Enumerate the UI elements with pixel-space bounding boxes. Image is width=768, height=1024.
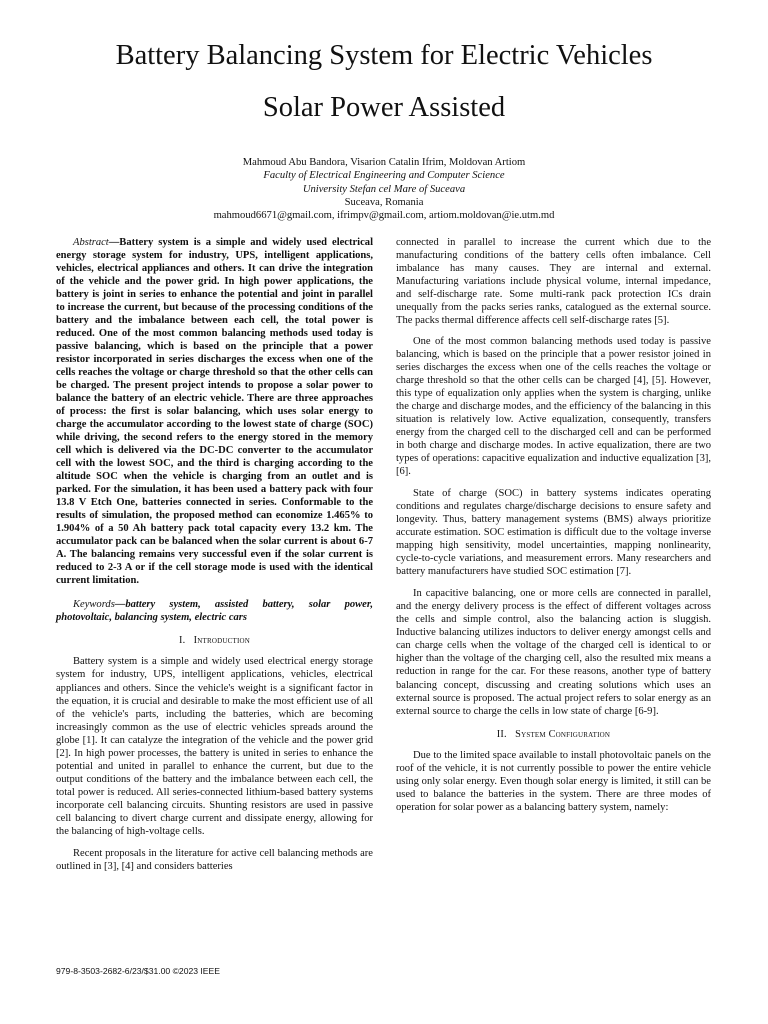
footer-copyright: 979-8-3503-2682-6/23/$31.00 ©2023 IEEE bbox=[56, 966, 221, 976]
section-heading-introduction bbox=[56, 634, 373, 647]
left-column bbox=[56, 236, 373, 873]
keywords-label: Keywords bbox=[73, 599, 115, 611]
keywords-dash: — bbox=[114, 599, 126, 611]
abstract-text: Battery system is a simple and widely used electrical energy storage system for industry, UPS, intelligent applications, vehicles, electrical appliances and others. It can drive the integration of the vehicle and the power grid. In high power applications, the battery is joint in series to enhance the potential and joint in parallel to increase the current, but because of the processing conditions of the battery and the imbalance between each cell, the total power is reduced. One of the most common balancing methods used today is passive balancing, which is based on the principle that a power resistor incorporated in series discharges the excess when one of the cells reaches the voltage or charge threshold so that the other cells can be charged. The present project intends to propose a solar power to balance the battery of an electric vehicle. There are three approaches of process: the first is solar balancing, which uses solar energy to charge the accumulator according to the lowest state of charge (SOC) while driving, the second refers to the energy stored in the memory cell which is delivered via the DC-DC converter to the accumulator cell with the lowest SOC, and the third is charging according to the altitude SOC when the vehicle is charging from an outlet and is parked. For the simulation, it has been used a battery pack with four 13.8 V Etch One, batteries connected in series. Conformable to the results of simulation, the proposed method can economize 1.465% to 1.904% of a 50 Ah battery pack total capacity every 13.2 km. The accumulator pack can be balanced when the solar current is about 6-7 A. The balancing remains very successful even if the solar current is reduced to 2-3 A or if the cell storage mode is used with the identical current limitation. bbox=[56, 237, 373, 587]
right-paragraph-1: connected in parallel to increase the current which due to the manufacturing conditions of the battery cells often imbalance. Cell imbalance has many causes. They are internal and external. Manufacturing variations include physical volume, internal impedance, and self-discharge rate. Some multi-rank pack protection ICs drain unequally from the packs series ranks, catalogued as the external source. The packs thermal difference affects cell self-discharge rates [5]. bbox=[396, 237, 711, 327]
intro-paragraph-1: Battery system is a simple and widely used electrical energy storage system for industry, UPS, intelligent applications, vehicles, electrical appliances and others. Since the vehicle's weight is a significant factor in the equation, it is crucial and desirable to make the most efficient use of all of the vehicle's parts, including the batteries, which are becoming increasingly common as the use of electric vehicles spreads around the globe [1]. It can catalyze the integration of the vehicle and the power grid [2]. In high power processes, the battery is united in series to enhance the potential and united in parallel to enhance the current, but due to the output conditions of the battery and the imbalance between each cell, the total power is reduced. All series-connected lithium-based battery systems incorporate cell balancing circuits. Shunting resistors are used in passive cell balancing to divert charge current and dissipate energy, allowing for the balancing of high-voltage cells. bbox=[56, 656, 373, 837]
keywords bbox=[56, 598, 373, 624]
right-paragraph-3: State of charge (SOC) in battery systems indicates operating conditions and regulates charge/discharge decisions to ensure safety and longevity. Thus, battery management systems (BMS) always prioritize accurate estimation. SOC estimation is difficult due to the voltage inverse mapping high sensitivity, model uncertainties, mapping nonlinearity, cycle-to-cycle variations, and measurement errors. Many researchers and battery manufacturers have studied SOC estimation [7]. bbox=[396, 488, 711, 578]
section-1-title: Introduction bbox=[193, 635, 251, 647]
section-2-numeral: II. bbox=[496, 728, 507, 740]
author-location: Suceava, Romania bbox=[344, 196, 424, 208]
system-paragraph-1: Due to the limited space available to install photovoltaic panels on the roof of the vehicle, it is not currently possible to power the entire vehicle using only solar energy. Even though solar energy is limited, it still can be used to balance the batteries in the system. There are three modes of operation for solar power as a balancing battery system, namely: bbox=[396, 749, 711, 813]
author-block bbox=[40, 156, 728, 222]
section-heading-system-configuration bbox=[396, 728, 711, 741]
author-emails: mahmoud6671@gmail.com, ifrimpv@gmail.com, artiom.moldovan@ie.utm.md bbox=[213, 210, 555, 222]
right-column bbox=[396, 236, 711, 814]
author-faculty: Faculty of Electrical Engineering and Computer Science bbox=[263, 170, 505, 182]
abstract-label: Abstract bbox=[73, 237, 109, 248]
title-line-2: Solar Power Assisted bbox=[262, 92, 506, 123]
abstract-dash: — bbox=[108, 237, 120, 248]
author-university: University Stefan cel Mare of Suceava bbox=[302, 183, 466, 195]
section-1-numeral: I. bbox=[178, 635, 186, 647]
section-2-title: System Configuration bbox=[515, 728, 611, 740]
author-names: Mahmoud Abu Bandora, Visarion Catalin Ifrim, Moldovan Artiom bbox=[242, 157, 526, 168]
keywords-text: battery system, assisted battery, solar power, photovoltaic, balancing system, electric cars bbox=[56, 599, 373, 624]
right-paragraph-2: One of the most common balancing methods used today is passive balancing, which is based on the principle that a power resistor joined in series discharges the excess when one of the cells reaches the voltage or charge threshold so that the other cells can be charged [4], [5]. However, this type of equalization only applies when the system is charging, unlike the charge and discharge modes, and the efficiency of the balancing in this situation is relatively low. Active equalization, consequently, transfers energy from the charged cell to the discharged cell and can be performed in both charge and discharge modes. In active equalization, there are two types of operations: capacitive equalization and inductive equalization [3], [6]. bbox=[396, 336, 711, 478]
abstract bbox=[56, 236, 373, 587]
paper-title bbox=[40, 30, 728, 134]
title-line-1: Battery Balancing System for Electric Vehicles bbox=[115, 40, 653, 71]
right-paragraph-4: In capacitive balancing, one or more cells are connected in parallel, and the energy delivery process is the effect of different voltages across the cells and simple control, also the balancing action is sluggish. Inductive balancing utilizes inductors to deliver energy amongst cells and can charge cells when the voltage of the charged cell is identical to or higher than the voltage of the charging cell, also the resulted mix means a reduction in range for the car. For these reasons, another type of battery balancing concept, discussing and creating solutions which uses an external source is proposed. The actual project refers to solar energy as an external source to charge the cells in low state of charge [6-9]. bbox=[396, 588, 711, 717]
intro-paragraph-2: Recent proposals in the literature for active cell balancing methods are outlined in [3], [4] and considers batteries bbox=[56, 847, 373, 872]
